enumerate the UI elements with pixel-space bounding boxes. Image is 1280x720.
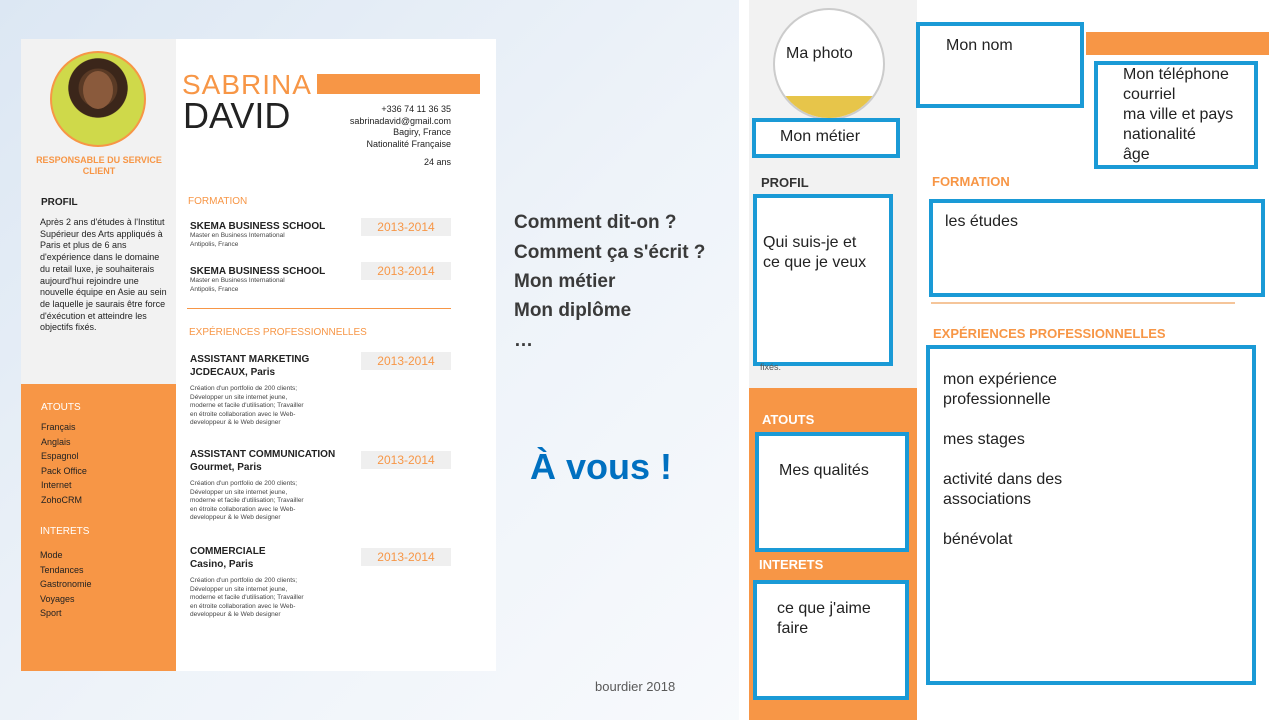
cv-first-name: SABRINA [182, 69, 312, 100]
degree: Master en Business International [190, 232, 285, 239]
cv-phone: +336 74 11 36 35 [381, 104, 451, 114]
experience-company: Casino, Paris [190, 559, 254, 570]
question-line: Mon métier [514, 271, 616, 292]
text-line: courriel [1123, 86, 1176, 103]
spacer [943, 410, 1062, 430]
experience-desc-line: en étroite collaboration avec le Web- [190, 410, 296, 418]
spacer [943, 510, 1062, 530]
experience-desc-line: developpeur & le Web designer [190, 419, 281, 426]
contact-lines [1123, 65, 1233, 165]
metier-label: Mon métier [780, 128, 861, 145]
experience-desc-line: Développer un site internet jeune, [190, 393, 288, 401]
school-location: Antipolis, France [190, 240, 239, 248]
cv-template [739, 0, 1280, 720]
name-bar [1086, 32, 1269, 55]
experience-desc-line: developpeur & le Web designer [190, 611, 281, 618]
year-badge: 2013-2014 [361, 218, 451, 236]
year-badge: 2013-2014 [361, 352, 451, 370]
experience-desc-line: moderne et facile d'utilisation; Travailler [190, 497, 304, 504]
profil-box [753, 194, 893, 366]
template-interets-heading: INTERETS [759, 557, 824, 572]
list-item: Pack Office [41, 465, 87, 476]
experience-company: JCDECAUX, Paris [190, 367, 276, 378]
call-to-action: À vous ! [530, 446, 673, 487]
cv-interets-list [40, 548, 92, 621]
list-item: Gastronomie [40, 579, 92, 589]
text-line: âge [1123, 146, 1150, 163]
year-badge: 2013-2014 [361, 451, 451, 469]
slide-author: bourdier 2018 [595, 679, 676, 694]
divider [187, 308, 451, 309]
cv-experience-heading: EXPÉRIENCES PROFESSIONNELLES [189, 327, 367, 338]
experience-title: ASSISTANT MARKETING [190, 354, 310, 365]
cv-email: sabrinadavid@gmail.com [349, 115, 451, 126]
list-item: Espagnol [41, 451, 79, 461]
school-name: SKEMA BUSINESS SCHOOL [190, 221, 326, 232]
spacer [943, 450, 1062, 470]
nom-box [916, 22, 1084, 108]
year-badge: 2013-2014 [361, 262, 451, 280]
experience-desc-line: developpeur & le Web designer [190, 514, 281, 521]
text-line: mes stages [943, 431, 1025, 448]
text-line: mon expérience [943, 371, 1057, 388]
text-line: activité dans des [943, 471, 1063, 488]
list-item: Mode [40, 550, 63, 560]
text-line: associations [943, 491, 1032, 508]
list-item: Français [41, 422, 76, 432]
experience-desc-line: Création d'un portfolio de 200 clients; [190, 480, 298, 487]
interets-box [753, 580, 909, 700]
cv-last-name: DAVID [183, 95, 291, 136]
template-profil-heading: PROFIL [761, 175, 809, 190]
experience-lines [943, 370, 1062, 550]
text-line: ma ville et pays [1123, 106, 1234, 123]
profil-text [763, 233, 866, 273]
atouts-box [755, 432, 909, 552]
list-item: Anglais [41, 436, 71, 447]
year-badge: 2013-2014 [361, 548, 451, 566]
experience-title: COMMERCIALE [190, 546, 266, 557]
list-item: ZohoCRM [41, 494, 83, 505]
experience-desc-line: moderne et facile d'utilisation; Travailler [190, 402, 304, 409]
cv-atouts-list [41, 420, 87, 507]
question-line: … [514, 330, 533, 351]
experience-desc-line: Création d'un portfolio de 200 clients; [190, 385, 298, 392]
atouts-text: Mes qualités [779, 462, 869, 479]
text-line: professionnelle [943, 391, 1051, 408]
school-location: Antipolis, France [190, 285, 239, 293]
cv-name-bar [317, 74, 480, 94]
profile-photo [50, 51, 146, 147]
list-item: Sport [40, 608, 62, 618]
cv-contact [301, 104, 451, 150]
experience-desc-line: Développer un site internet jeune, [190, 585, 288, 593]
text-line: ce que j'aime [777, 600, 871, 617]
cv-formation-heading: FORMATION [188, 196, 248, 207]
formation-text: les études [945, 213, 1018, 230]
list-item: Tendances [40, 564, 84, 575]
experience-desc-line: Développer un site internet jeune, [190, 488, 288, 496]
cv-interets-heading: INTERETS [40, 526, 90, 537]
template-formation-heading: FORMATION [932, 174, 1010, 189]
question-line: Comment dit-on ? [514, 212, 677, 233]
text-line: faire [777, 620, 809, 637]
experience-company: Gourmet, Paris [190, 462, 262, 473]
cv-profil-heading: PROFIL [41, 197, 78, 208]
list-item: Internet [41, 480, 72, 490]
text-line: ce que je veux [763, 254, 867, 271]
question-line: Comment ça s'écrit ? [514, 242, 706, 263]
cropped-text: fixés. [760, 362, 782, 372]
cv-job-title: RESPONSABLE DU SERVICE CLIENT [36, 155, 162, 176]
experience-entry [190, 448, 360, 523]
list-item: Voyages [40, 593, 75, 604]
template-experience-heading: EXPÉRIENCES PROFESSIONNELLES [933, 326, 1166, 341]
degree: Master en Business International [190, 277, 285, 284]
experience-desc-line: en étroite collaboration avec le Web- [190, 602, 296, 610]
cv-example [21, 39, 496, 671]
experience-desc-line: en étroite collaboration avec le Web- [190, 505, 296, 513]
template-atouts-heading: ATOUTS [762, 412, 815, 427]
question-line: Mon diplôme [514, 300, 632, 321]
school-name: SKEMA BUSINESS SCHOOL [190, 266, 326, 277]
photo-label: Ma photo [786, 45, 853, 62]
text-line: Qui suis-je et [763, 234, 857, 251]
cv-age: 24 ans [423, 157, 451, 167]
cv-profil-text: Après 2 ans d'études à l'Institut Supérieur des Arts appliqués à Paris et plus de 6 ans d'expérience dans le domaine du retail luxe, je souhaiterais aujourd'hui rejoindre une nouvelle équipe en Asie au sein de laquelle je saurais être force d'éxécution et atteindre les objectifs fixés. [40, 217, 167, 333]
photo-placeholder [773, 8, 885, 120]
formation-entry [190, 221, 325, 249]
cv-atouts-heading: ATOUTS [41, 402, 81, 413]
experience-desc-line: Création d'un portfolio de 200 clients; [190, 577, 298, 584]
experience-desc-line: moderne et facile d'utilisation; Travailler [190, 594, 304, 601]
experience-title: ASSISTANT COMMUNICATION [190, 449, 336, 460]
cv-nationality: Nationalité Française [366, 138, 451, 149]
experience-entry [190, 353, 360, 428]
text-line: bénévolat [943, 531, 1013, 548]
text-line: nationalité [1123, 126, 1196, 143]
formation-entry [190, 266, 325, 294]
experience-entry [190, 545, 360, 620]
divider [931, 302, 1235, 304]
cv-city: Bagiry, France [393, 127, 451, 137]
interets-text [777, 599, 871, 639]
text-line: Mon téléphone [1123, 66, 1229, 83]
nom-label: Mon nom [946, 37, 1013, 54]
